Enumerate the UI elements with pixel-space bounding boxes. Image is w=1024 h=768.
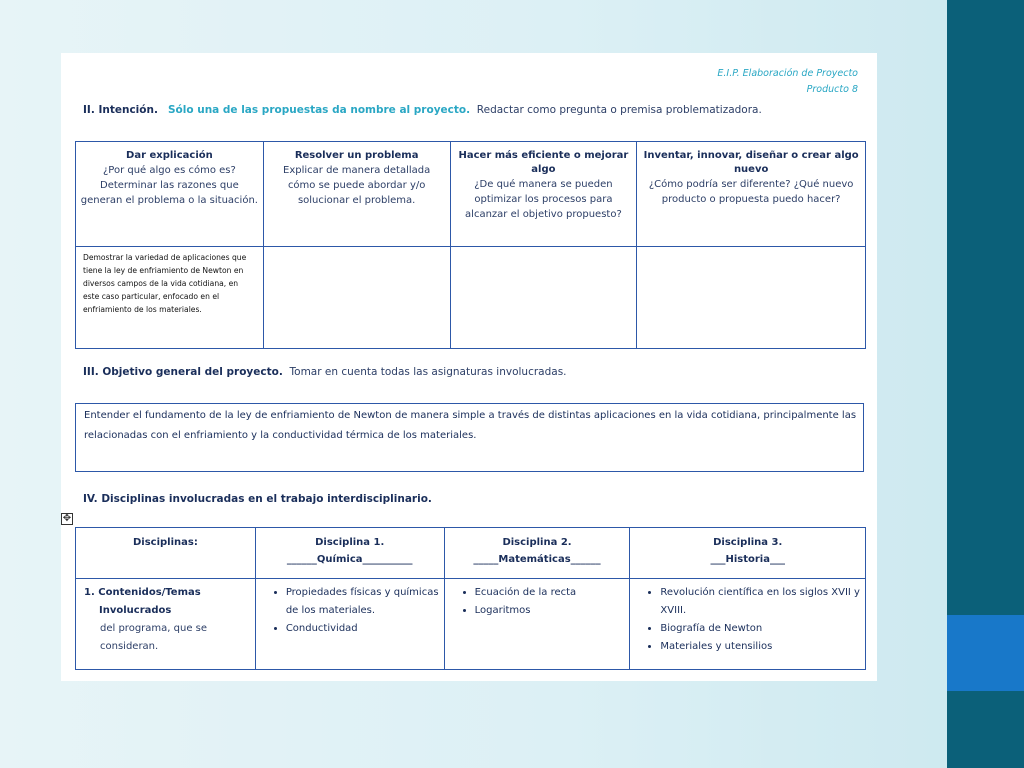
list-item: • Materiales y utensilios	[660, 638, 865, 656]
contents-label-cell: 1. Contenidos/Temas Involucrados del programa, que se consideran.	[76, 579, 256, 670]
intention-answer-cell[interactable]: Demostrar la variedad de aplicaciones que tiene la ley de enfriamiento de Newton en diversos campos de la vida cotidiana, en este caso particular, enfocado en el enfriamiento de los materiales.	[76, 247, 264, 349]
list-item: • Logaritmos	[475, 602, 630, 620]
intention-col-innovate: Inventar, innovar, diseñar o crear algo nuevo ¿Cómo podría ser diferente? ¿Qué nuevo producto o propuesta puedo hacer?	[637, 142, 866, 247]
list-item: • Revolución científica en los siglos XVII y XVIII.	[660, 584, 865, 620]
list-item: • Conductividad	[286, 620, 444, 638]
slide-sidebar-accent	[947, 615, 1024, 691]
document-header	[717, 66, 858, 98]
section-objective-rest: Tomar en cuenta todas las asignaturas involucradas.	[289, 366, 567, 378]
discipline-3-contents[interactable]	[630, 579, 866, 670]
intention-empty-cell-4[interactable]	[637, 247, 866, 349]
move-icon[interactable]: ✥	[62, 513, 72, 524]
section-objective-heading	[83, 366, 567, 378]
header-line1: E.I.P. Elaboración de Proyecto	[717, 68, 858, 79]
list-item: • Propiedades físicas y químicas de los materiales.	[286, 584, 444, 620]
discipline-2-contents[interactable]	[444, 579, 630, 670]
section-objective-title: III. Objetivo general del proyecto.	[83, 366, 283, 378]
section-intention-heading	[83, 104, 762, 116]
intention-col-improve: Hacer más eficiente o mejorar algo ¿De qué manera se pueden optimizar los procesos para alcanzar el objetivo propuesto?	[450, 142, 637, 247]
disciplines-header-cell: Disciplinas:	[76, 528, 256, 579]
discipline-1-contents[interactable]	[255, 579, 444, 670]
disciplines-table	[75, 527, 866, 670]
section-disciplines-title: IV. Disciplinas involucradas en el trabajo interdisciplinario.	[83, 493, 432, 505]
intention-empty-cell-3[interactable]	[450, 247, 637, 349]
section-intention-rest: Redactar como pregunta o premisa problematizadora.	[476, 104, 762, 116]
objective-box[interactable]: Entender el fundamento de la ley de enfriamiento de Newton de manera simple a través de distintas aplicaciones en la vida cotidiana, principalmente las relacionadas con el enfriamiento y la conductividad térmica de los materiales.	[75, 403, 864, 472]
discipline-3-header: Disciplina 3. ___Historia___	[630, 528, 866, 579]
discipline-2-header: Disciplina 2. _____Matemáticas______	[444, 528, 630, 579]
document-page	[61, 53, 877, 681]
discipline-1-header: Disciplina 1. ______Química__________	[255, 528, 444, 579]
intention-table	[75, 141, 866, 349]
section-intention-title: II. Intención.	[83, 104, 158, 116]
list-item: • Biografía de Newton	[660, 620, 865, 638]
intention-col-solve: Resolver un problema Explicar de manera detallada cómo se puede abordar y/o solucionar el problema.	[263, 142, 450, 247]
intention-col-explain: Dar explicación ¿Por qué algo es cómo es? Determinar las razones que generan el problema o la situación.	[76, 142, 264, 247]
intention-empty-cell-2[interactable]	[263, 247, 450, 349]
header-line2: Producto 8	[806, 84, 858, 95]
section-disciplines-heading	[83, 493, 432, 505]
list-item: • Ecuación de la recta	[475, 584, 630, 602]
section-intention-highlight: Sólo una de las propuestas da nombre al proyecto.	[167, 104, 471, 116]
